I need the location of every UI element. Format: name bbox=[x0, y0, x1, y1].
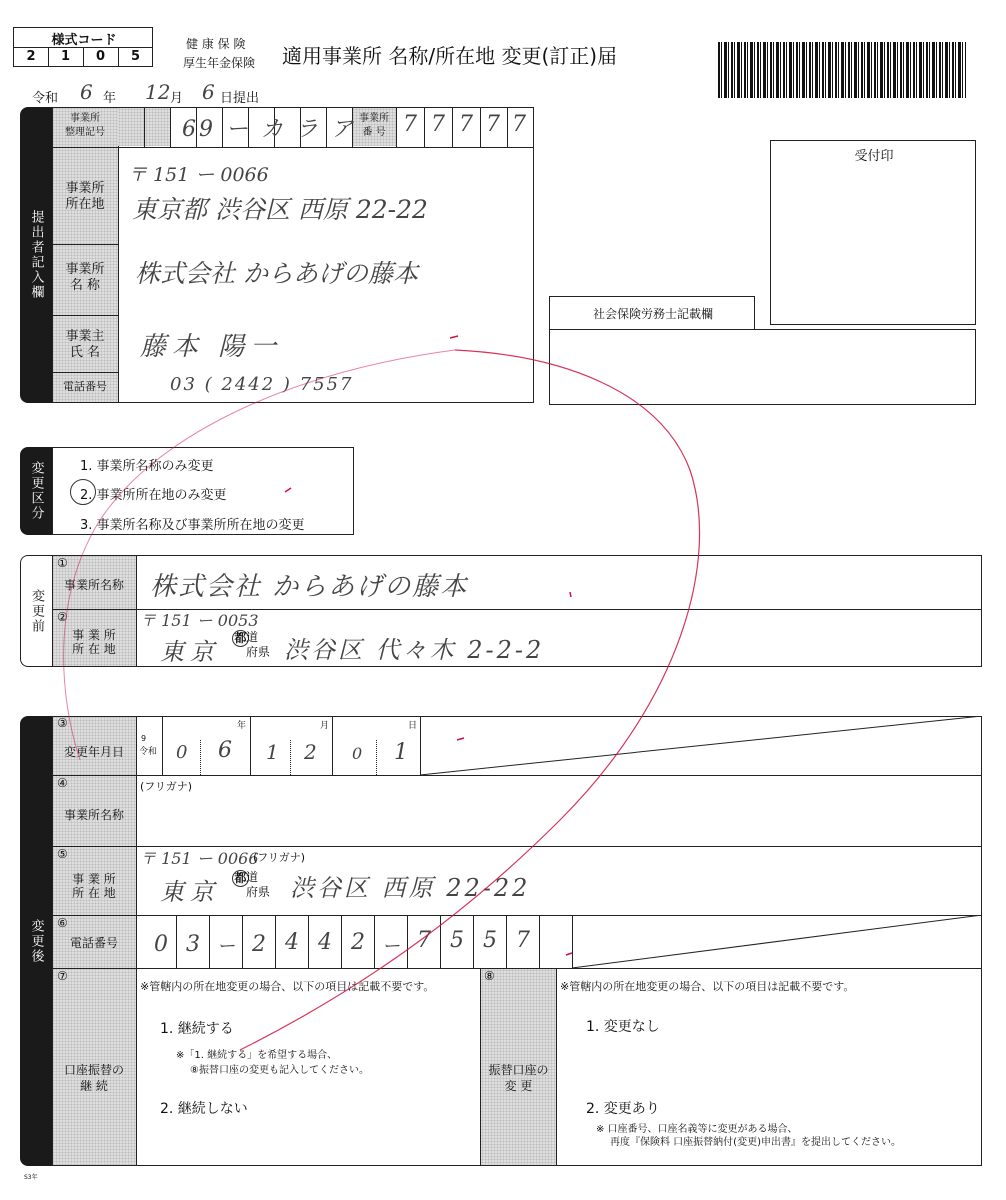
sharoushi-label: 社会保険労務士記載欄 bbox=[592, 307, 713, 321]
phone-digit: 7 bbox=[516, 928, 530, 953]
phone-digit: ー bbox=[382, 936, 400, 957]
form-code-box bbox=[13, 27, 153, 67]
transfer-account-label: 振替口座の 変 更 bbox=[488, 1063, 549, 1093]
form-code-digit: 0 bbox=[95, 49, 106, 64]
submitter-address-label: 事業所 所在地 bbox=[65, 181, 105, 212]
after-prefecture: 東京 bbox=[160, 878, 220, 906]
option-8-no-change: 1. 変更なし bbox=[586, 1019, 660, 1035]
insurance-line-2: 厚生年金保険 bbox=[183, 56, 256, 70]
submitter-name-label: 事業所 名 称 bbox=[65, 262, 105, 293]
submitter-side-label: 提出者記入欄 bbox=[20, 107, 52, 403]
phone-digit: 0 bbox=[154, 932, 168, 957]
field-number-8: ⑧ bbox=[484, 969, 495, 983]
after-address-rest: 渋谷区 西原 22-22 bbox=[290, 874, 531, 902]
date-digit: 1 bbox=[394, 740, 408, 765]
phone-digit: 4 bbox=[318, 930, 332, 955]
form-code-digit: 5 bbox=[130, 49, 141, 64]
after-side-label: 変更後 bbox=[20, 716, 52, 1166]
change-option-1: 1. 事業所名称のみ変更 bbox=[80, 459, 214, 474]
date-digit: 6 bbox=[218, 738, 232, 763]
office-code-label: 事業所 整理記号 bbox=[65, 113, 105, 138]
phone-digit: 7 bbox=[417, 928, 431, 953]
change-type-side-label: 変更区分 bbox=[20, 447, 52, 535]
after-name-label: 事業所名称 bbox=[63, 808, 124, 822]
owner-label: 事業主 氏 名 bbox=[65, 329, 105, 360]
before-name-label: 事業所名称 bbox=[63, 578, 124, 592]
reception-stamp-label: 受付印 bbox=[854, 149, 894, 164]
submit-day: 6 bbox=[202, 80, 215, 104]
phone-digit: ー bbox=[217, 936, 235, 957]
phone-digit: 2 bbox=[351, 930, 365, 955]
field-number-3: ③ bbox=[57, 716, 68, 730]
submit-month-unit: 月 bbox=[170, 91, 184, 106]
submit-month: 12 bbox=[145, 80, 171, 104]
form-code-digit: 2 bbox=[26, 49, 36, 64]
owner-name: 藤本 陽一 bbox=[140, 332, 283, 362]
after-phone-label: 電話番号 bbox=[69, 936, 118, 950]
barcode bbox=[718, 42, 966, 98]
note-7-continue-a: ※「1. 継続する」を希望する場合、 bbox=[176, 1050, 338, 1061]
office-code-value: 69 ー カ ラ ア bbox=[182, 117, 356, 142]
field-number-7: ⑦ bbox=[57, 969, 68, 983]
office-number-label: 事業所 番 号 bbox=[359, 113, 389, 138]
phone-diagonal bbox=[572, 915, 982, 968]
note-7: ※管轄内の所在地変更の場合、以下の項目は記載不要です。 bbox=[140, 980, 435, 993]
era-label: 令和 bbox=[139, 747, 158, 757]
field-number-6: ⑥ bbox=[57, 916, 68, 930]
office-number-digit: 7 bbox=[403, 112, 417, 137]
note-8-change-a: ※ 口座番号、口座名義等に変更がある場合、 bbox=[596, 1124, 798, 1135]
day-unit: 日 bbox=[408, 721, 418, 731]
month-unit: 月 bbox=[320, 721, 330, 731]
option-7-continue: 1. 継続する bbox=[160, 1021, 234, 1037]
phone-digit: 5 bbox=[450, 928, 464, 953]
field-number-2: ② bbox=[57, 610, 68, 624]
before-prefecture: 東京 bbox=[160, 638, 220, 666]
date-digit: 0 bbox=[176, 742, 188, 763]
before-side-label: 変更前 bbox=[20, 555, 52, 667]
change-option-3: 3. 事業所名称及び事業所所在地の変更 bbox=[80, 518, 305, 533]
note-8-change-b: 再度『保険料 口座振替納付(変更)申出書』を提出してください。 bbox=[610, 1137, 901, 1148]
after-pref-mark: 都 bbox=[232, 870, 249, 887]
office-number-digit: 7 bbox=[486, 112, 500, 137]
field-number-4: ④ bbox=[57, 776, 68, 790]
submit-day-unit: 日提出 bbox=[220, 91, 260, 106]
reception-stamp-box bbox=[770, 140, 976, 325]
date-digit: 0 bbox=[352, 744, 363, 763]
form-title: 適用事業所 名称/所在地 変更(訂正)届 bbox=[282, 44, 618, 68]
before-address-rest: 渋谷区 代々木 2-2-2 bbox=[284, 636, 545, 664]
phone-digit: 5 bbox=[483, 928, 497, 953]
date-diagonal bbox=[420, 716, 982, 775]
after-address-label: 事 業 所 所 在 地 bbox=[72, 872, 116, 900]
submitter-postal: 〒 151 ー 0066 bbox=[128, 164, 269, 186]
form-code-digit: 1 bbox=[60, 49, 71, 64]
change-option-2: 2. 事業所所在地のみ変更 bbox=[80, 488, 227, 503]
office-number-digit: 7 bbox=[512, 112, 526, 137]
change-date-label: 変更年月日 bbox=[63, 745, 124, 759]
after-postal: 〒 151 ー 0066 bbox=[140, 849, 259, 868]
sharoushi-box bbox=[549, 329, 976, 405]
field-number-1: ① bbox=[57, 556, 68, 570]
before-name: 株式会社 からあげの藤本 bbox=[150, 572, 469, 602]
submitter-phone: 03 ( 2442 ) 7557 bbox=[170, 374, 354, 395]
option-7-discontinue: 2. 継続しない bbox=[160, 1101, 248, 1117]
office-number-digit: 7 bbox=[431, 112, 445, 137]
date-digit: 2 bbox=[304, 740, 317, 764]
after-name-furigana: (フリガナ) bbox=[140, 780, 193, 793]
office-number-digit: 7 bbox=[459, 112, 473, 137]
after-address-furigana: (フリガナ) bbox=[253, 851, 306, 864]
phone-label: 電話番号 bbox=[63, 380, 107, 393]
before-postal: 〒 151 ー 0053 bbox=[140, 611, 259, 630]
before-pref-mark: 都 bbox=[232, 630, 249, 647]
after-pref-label: 道 府県 bbox=[246, 870, 271, 899]
submit-era: 令和 bbox=[32, 91, 59, 106]
phone-digit: 3 bbox=[186, 932, 200, 957]
before-address-label: 事 業 所 所 在 地 bbox=[72, 628, 116, 656]
note-8: ※管轄内の所在地変更の場合、以下の項目は記載不要です。 bbox=[560, 980, 855, 993]
phone-digit: 4 bbox=[285, 930, 299, 955]
form-code-label: 様式コード bbox=[51, 33, 117, 48]
submit-year-unit: 年 bbox=[103, 91, 117, 106]
account-continuation-label: 口座振替の 継 続 bbox=[63, 1063, 124, 1093]
phone-digit: 2 bbox=[252, 932, 266, 957]
submitter-address: 東京都 渋谷区 西原 22-22 bbox=[132, 195, 428, 224]
year-unit: 年 bbox=[237, 721, 247, 731]
date-digit: 1 bbox=[266, 740, 279, 764]
submit-year: 6 bbox=[80, 80, 93, 104]
before-pref-label: 道 府県 bbox=[246, 630, 271, 659]
footer-code: S3年 bbox=[24, 1174, 38, 1181]
sharoushi-label-box bbox=[549, 296, 755, 330]
selected-option-circle bbox=[70, 479, 96, 505]
insurance-line-1: 健 康 保 険 bbox=[186, 37, 246, 51]
era-code: 9 bbox=[141, 734, 147, 743]
field-number-5: ⑤ bbox=[57, 847, 68, 861]
note-7-continue-b: ⑧振替口座の変更も記入してください。 bbox=[190, 1065, 369, 1076]
option-8-change: 2. 変更あり bbox=[586, 1101, 660, 1117]
submitter-name: 株式会社 からあげの藤本 bbox=[135, 259, 418, 288]
